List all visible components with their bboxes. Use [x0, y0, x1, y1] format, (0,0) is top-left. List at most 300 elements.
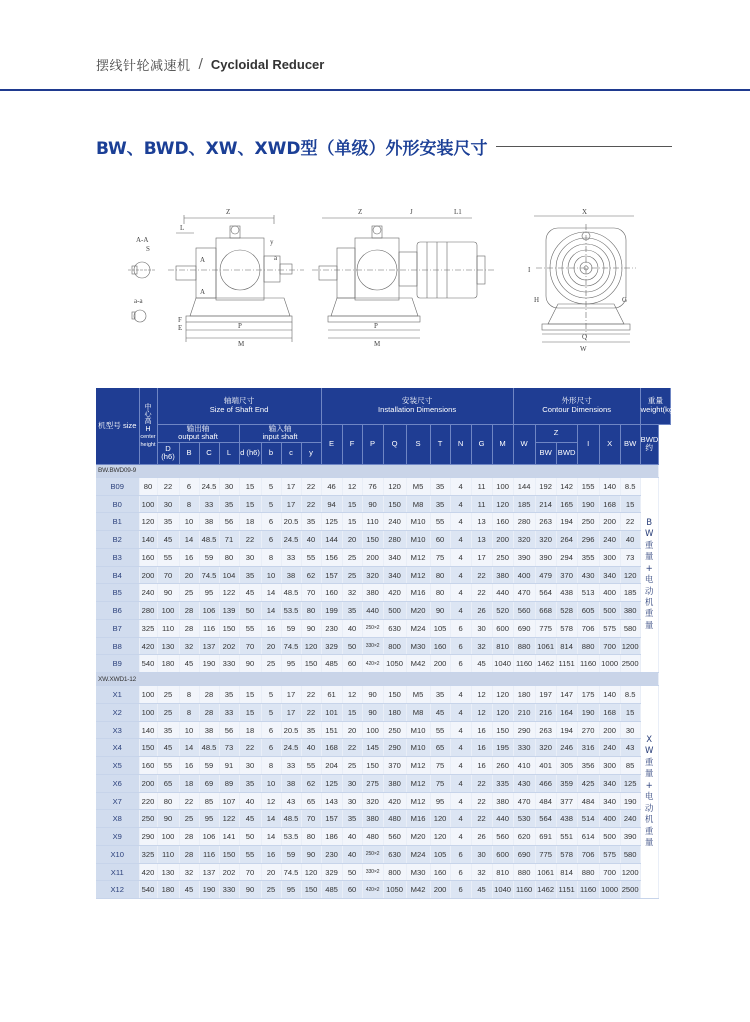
table-cell: 28	[179, 619, 199, 637]
table-cell: 90	[239, 881, 261, 899]
table-cell: 15	[239, 477, 261, 495]
table-cell: 24.5	[199, 477, 219, 495]
table-cell: 95	[281, 881, 301, 899]
cell-model: B9	[96, 655, 139, 673]
table-cell: 620	[513, 828, 535, 846]
label-e: E	[178, 324, 183, 332]
table-cell: 325	[139, 619, 157, 637]
table-cell: 1160	[513, 655, 535, 673]
table-cell: 168	[599, 703, 620, 721]
table-cell: 143	[321, 792, 342, 810]
table-cell: 120	[620, 566, 640, 584]
table-row	[96, 566, 671, 584]
table-cell: 691	[535, 828, 556, 846]
table-cell: 122	[219, 810, 239, 828]
th-weight-bw: BW	[620, 424, 640, 464]
table-cell: 513	[577, 584, 599, 602]
table-cell: 22	[301, 686, 321, 704]
table-cell: 22	[471, 810, 492, 828]
table-cell: 75	[430, 757, 450, 775]
table-cell: 59	[199, 757, 219, 775]
label-s: S	[146, 245, 150, 253]
table-cell: 575	[599, 619, 620, 637]
table-cell: 6	[450, 637, 471, 655]
table-cell: 4	[450, 531, 471, 549]
header-title-cn: 摆线针轮减速机	[96, 58, 191, 74]
table-group-row	[96, 464, 671, 477]
table-row	[96, 845, 671, 863]
table-cell: 100	[139, 495, 157, 513]
table-cell: 22	[301, 703, 321, 721]
table-row	[96, 495, 671, 513]
table-row	[96, 686, 671, 704]
table-cell: 6	[261, 721, 281, 739]
table-cell: 125	[321, 774, 342, 792]
table-cell: 706	[577, 845, 599, 863]
table-cell: 80	[301, 828, 321, 846]
table-cell: 220	[139, 792, 157, 810]
table-cell: 90	[157, 810, 179, 828]
table-cell: 380	[383, 774, 406, 792]
label-z2: Z	[358, 208, 363, 216]
table-cell: M20	[406, 602, 430, 620]
table-cell: 157	[321, 566, 342, 584]
th-contour: 外形尺寸 Contour Dimensions	[513, 388, 640, 424]
table-cell: 438	[556, 810, 577, 828]
table-cell: 380	[492, 566, 513, 584]
section-title-row	[96, 133, 672, 159]
table-cell: 130	[157, 637, 179, 655]
table-cell: 180	[513, 686, 535, 704]
table-cell: 32	[471, 863, 492, 881]
table-cell: 810	[492, 863, 513, 881]
table-cell: 4	[450, 792, 471, 810]
table-cell: 280	[513, 513, 535, 531]
table-cell: 28	[199, 686, 219, 704]
table-cell: 195	[492, 739, 513, 757]
table-cell: 8.5	[620, 477, 640, 495]
table-cell: 151	[321, 721, 342, 739]
table-cell: 73	[620, 548, 640, 566]
table-cell: 80	[139, 477, 157, 495]
table-cell: 22	[620, 513, 640, 531]
table-cell: 2500	[620, 655, 640, 673]
table-cell: 4	[450, 495, 471, 513]
table-cell: 90	[430, 602, 450, 620]
header-title-en: Cycloidal Reducer	[210, 56, 325, 72]
table-cell: 420	[383, 792, 406, 810]
table-cell: 144	[513, 477, 535, 495]
table-cell: 197	[535, 686, 556, 704]
table-cell: 95	[430, 792, 450, 810]
cell-model: X9	[96, 828, 139, 846]
table-cell: 180	[157, 655, 179, 673]
table-cell: 270	[577, 721, 599, 739]
th-d-h6: D (h6)	[157, 442, 179, 464]
table-cell: 38	[199, 721, 219, 739]
th-b-upper: B	[179, 442, 199, 464]
label-m2: M	[374, 340, 381, 348]
table-cell: 140	[599, 477, 620, 495]
table-cell: 263	[535, 513, 556, 531]
table-cell: 700	[599, 863, 620, 881]
table-cell: M12	[406, 566, 430, 584]
table-row	[96, 792, 671, 810]
table-cell: 250	[139, 810, 157, 828]
table-cell: 60	[342, 881, 362, 899]
table-cell: 17	[281, 703, 301, 721]
table-cell: 13	[471, 531, 492, 549]
table-cell: 340	[599, 566, 620, 584]
table-cell: 150	[362, 757, 383, 775]
table-cell: 10	[179, 513, 199, 531]
table-cell: 880	[513, 863, 535, 881]
table-cell: 45	[179, 881, 199, 899]
table-cell: 75	[430, 548, 450, 566]
table-cell: 500	[599, 828, 620, 846]
table-cell: 60	[430, 531, 450, 549]
table-cell: 320	[362, 566, 383, 584]
table-cell: 45	[430, 703, 450, 721]
table-cell: 110	[362, 513, 383, 531]
table-cell: M10	[406, 739, 430, 757]
table-cell: 50	[239, 602, 261, 620]
group-label: XW.XWD1-12	[96, 673, 658, 686]
table-cell: 370	[383, 757, 406, 775]
table-cell: 61	[321, 686, 342, 704]
table-cell: 4	[450, 739, 471, 757]
table-cell: 100	[492, 477, 513, 495]
table-cell: 25	[261, 881, 281, 899]
table-cell: 40	[239, 792, 261, 810]
table-cell: 22	[239, 531, 261, 549]
table-cell: 580	[620, 845, 640, 863]
table-cell: M42	[406, 881, 430, 899]
table-cell: 80	[430, 566, 450, 584]
table-cell: 605	[577, 602, 599, 620]
label-x: X	[582, 208, 588, 216]
table-row	[96, 602, 671, 620]
table-cell: 30	[219, 477, 239, 495]
table-cell: 142	[556, 477, 577, 495]
table-cell: 600	[492, 619, 513, 637]
table-cell: 70	[301, 584, 321, 602]
table-cell: 80	[301, 602, 321, 620]
table-cell: 15	[620, 495, 640, 513]
table-cell: 45	[471, 655, 492, 673]
th-y: y	[301, 442, 321, 464]
table-cell: 4	[450, 602, 471, 620]
th-f: F	[342, 424, 362, 464]
th-x: X	[599, 424, 620, 464]
table-cell: 8	[179, 495, 199, 513]
table-cell: 95	[281, 655, 301, 673]
table-cell: 540	[139, 881, 157, 899]
table-cell: 6	[261, 531, 281, 549]
table-cell: 55	[239, 845, 261, 863]
table-cell: 80	[157, 792, 179, 810]
table-cell: 4	[450, 548, 471, 566]
table-cell: 33	[219, 703, 239, 721]
table-cell: 56	[219, 513, 239, 531]
table-cell: 22	[301, 477, 321, 495]
table-cell: 38	[281, 774, 301, 792]
table-cell: 192	[535, 477, 556, 495]
cell-model: B5	[96, 584, 139, 602]
table-row	[96, 531, 671, 549]
th-output-shaft: 输出轴 output shaft	[157, 424, 239, 442]
table-cell: 25	[342, 566, 362, 584]
table-cell: 140	[599, 686, 620, 704]
table-cell: 390	[620, 828, 640, 846]
table-cell: 300	[599, 757, 620, 775]
table-cell: 69	[199, 774, 219, 792]
table-cell: 85	[620, 757, 640, 775]
table-cell: 564	[535, 810, 556, 828]
table-cell: 400	[599, 584, 620, 602]
table-cell: 6	[450, 863, 471, 881]
table-cell: 80	[219, 548, 239, 566]
table-cell: 35	[430, 686, 450, 704]
label-f: F	[178, 316, 182, 324]
table-cell: M30	[406, 863, 430, 881]
drawing-side-view-2	[312, 218, 494, 338]
table-cell: 329	[321, 637, 342, 655]
table-cell: 514	[577, 810, 599, 828]
drawing-front-view	[534, 216, 636, 342]
table-cell: 4	[450, 513, 471, 531]
table-cell: 200	[362, 548, 383, 566]
table-cell: 320	[513, 531, 535, 549]
table-cell: 280	[139, 602, 157, 620]
table-cell: 305	[556, 757, 577, 775]
th-m: M	[492, 424, 513, 464]
table-cell: 45	[239, 810, 261, 828]
table-cell: 810	[492, 637, 513, 655]
table-row	[96, 584, 671, 602]
table-row	[96, 548, 671, 566]
table-cell: 156	[321, 548, 342, 566]
table-cell: 30	[239, 757, 261, 775]
table-cell: 106	[199, 828, 219, 846]
table-cell: 140	[139, 531, 157, 549]
table-cell: 335	[492, 774, 513, 792]
cell-model: X8	[96, 810, 139, 828]
table-cell: 35	[239, 566, 261, 584]
table-cell: 11	[471, 495, 492, 513]
table-cell: 12	[471, 686, 492, 704]
label-p: P	[238, 322, 242, 330]
table-cell: 120	[430, 828, 450, 846]
table-cell: 10	[179, 721, 199, 739]
table-cell: 85	[199, 792, 219, 810]
th-b-lower: b	[261, 442, 281, 464]
table-cell: 190	[199, 881, 219, 899]
table-cell: 470	[513, 584, 535, 602]
table-cell: 43	[620, 739, 640, 757]
table-cell: 125	[620, 774, 640, 792]
table-cell: 420	[139, 863, 157, 881]
table-cell: 160	[430, 637, 450, 655]
table-cell: 880	[513, 637, 535, 655]
table-cell: M10	[406, 513, 430, 531]
table-cell: 202	[219, 637, 239, 655]
table-cell: 8.5	[620, 686, 640, 704]
table-cell: 35	[342, 602, 362, 620]
table-cell: 25	[179, 584, 199, 602]
table-cell: 1160	[577, 881, 599, 899]
table-cell: 202	[219, 863, 239, 881]
table-cell: 390	[513, 548, 535, 566]
table-cell: 260	[492, 757, 513, 775]
table-cell: 55	[301, 548, 321, 566]
cell-model: B7	[96, 619, 139, 637]
table-cell: 230	[321, 619, 342, 637]
cell-model: X11	[96, 863, 139, 881]
table-cell: 65	[301, 792, 321, 810]
table-cell: 13	[471, 513, 492, 531]
table-cell: 540	[139, 655, 157, 673]
table-cell: 440	[492, 584, 513, 602]
table-cell: 290	[139, 828, 157, 846]
table-cell: 250×2	[362, 845, 383, 863]
table-cell: 50	[342, 637, 362, 655]
table-cell: 45	[239, 584, 261, 602]
table-cell: 290	[383, 739, 406, 757]
th-t: T	[430, 424, 450, 464]
label-h: H	[534, 296, 540, 304]
table-cell: 578	[556, 845, 577, 863]
label-l1: L1	[454, 208, 462, 216]
table-cell: 194	[556, 721, 577, 739]
table-cell: 30	[620, 721, 640, 739]
table-cell: 26	[471, 828, 492, 846]
table-cell: M8	[406, 703, 430, 721]
label-w: W	[580, 345, 587, 353]
table-cell: M30	[406, 637, 430, 655]
table-cell: 35	[219, 495, 239, 513]
table-cell: 90	[239, 655, 261, 673]
table-cell: 479	[535, 566, 556, 584]
table-cell: 90	[301, 845, 321, 863]
table-row	[96, 863, 671, 881]
table-cell: 164	[556, 703, 577, 721]
table-cell: 430	[513, 774, 535, 792]
label-p2: P	[374, 322, 378, 330]
th-q: Q	[383, 424, 406, 464]
table-cell: 250	[383, 721, 406, 739]
table-cell: 14	[261, 584, 281, 602]
th-center-height: 中 心 高 H center height	[139, 388, 157, 464]
table-cell: M5	[406, 686, 430, 704]
table-cell: 17	[471, 548, 492, 566]
table-cell: 320	[535, 531, 556, 549]
table-cell: 40	[342, 828, 362, 846]
table-cell: 59	[281, 619, 301, 637]
table-cell: 6	[450, 881, 471, 899]
table-cell: 560	[383, 828, 406, 846]
table-cell: 325	[139, 845, 157, 863]
table-cell: 35	[301, 513, 321, 531]
cell-model: B8	[96, 637, 139, 655]
table-row	[96, 619, 671, 637]
table-cell: 6	[179, 477, 199, 495]
table-cell: 120	[492, 703, 513, 721]
th-d-lower-h6: d (h6)	[239, 442, 261, 464]
table-cell: 480	[383, 810, 406, 828]
table-cell: 18	[239, 513, 261, 531]
table-cell: 56	[219, 721, 239, 739]
table-cell: 22	[179, 792, 199, 810]
weight-note: BW 重 量 + 电 动 机 重 量	[640, 477, 658, 672]
table-cell: M10	[406, 531, 430, 549]
table-cell: 70	[239, 637, 261, 655]
table-cell: 175	[577, 686, 599, 704]
table-cell: 530	[513, 810, 535, 828]
table-cell: 28	[179, 602, 199, 620]
table-cell: 74.5	[199, 566, 219, 584]
table-cell: 290	[513, 721, 535, 739]
table-cell: 65	[430, 739, 450, 757]
table-cell: 25	[342, 757, 362, 775]
table-cell: 320	[362, 792, 383, 810]
table-cell: 40	[620, 531, 640, 549]
table-cell: 814	[556, 863, 577, 881]
table-cell: 74.5	[281, 637, 301, 655]
cell-model: X10	[96, 845, 139, 863]
table-cell: 600	[492, 845, 513, 863]
table-cell: 75	[430, 774, 450, 792]
table-cell: 294	[556, 548, 577, 566]
table-cell: 15	[342, 495, 362, 513]
table-cell: 14	[261, 828, 281, 846]
label-m: M	[238, 340, 245, 348]
table-cell: 800	[383, 863, 406, 881]
table-cell: 90	[362, 703, 383, 721]
table-cell: 4	[450, 703, 471, 721]
table-cell: 28	[179, 845, 199, 863]
table-cell: 141	[219, 828, 239, 846]
table-cell: 480	[362, 828, 383, 846]
table-cell: 430	[577, 566, 599, 584]
table-cell: 110	[157, 619, 179, 637]
table-cell: 17	[281, 686, 301, 704]
label-a-upper: A	[200, 256, 206, 264]
header-rule	[0, 89, 750, 91]
table-cell: 190	[577, 703, 599, 721]
table-cell: 160	[430, 863, 450, 881]
table-cell: 370	[556, 566, 577, 584]
table-cell: 280	[383, 531, 406, 549]
title-rule	[496, 146, 673, 147]
table-cell: 4	[450, 584, 471, 602]
table-cell: M16	[406, 810, 430, 828]
table-cell: 100	[139, 686, 157, 704]
table-cell: 420×2	[362, 655, 383, 673]
table-cell: 55	[301, 757, 321, 775]
table-cell: 48.5	[199, 531, 219, 549]
table-cell: 24.5	[281, 531, 301, 549]
table-cell: 296	[577, 531, 599, 549]
table-cell: 16	[261, 845, 281, 863]
table-cell: 8	[179, 686, 199, 704]
label-q: Q	[582, 333, 588, 341]
cell-model: X12	[96, 881, 139, 899]
table-cell: 185	[513, 495, 535, 513]
th-s: S	[406, 424, 430, 464]
table-cell: 80	[430, 584, 450, 602]
table-cell: 45	[157, 531, 179, 549]
